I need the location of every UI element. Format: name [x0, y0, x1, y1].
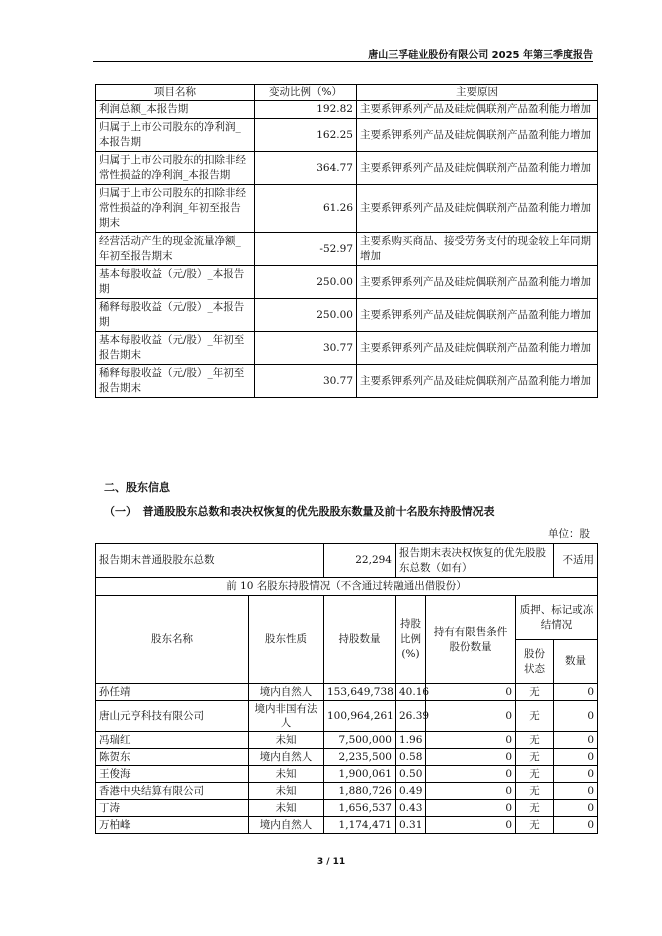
shareholder-row — [96, 684, 598, 701]
col-shareholder-name: 股东名称 — [96, 596, 249, 684]
change-main-reason: 主要系购买商品、接受劳务支付的现金较上年同期增加 — [357, 233, 598, 266]
change-main-reason: 主要系钾系列产品及硅烷偶联剂产品盈利能力增加 — [357, 332, 598, 365]
restricted-shares: 0 — [426, 732, 516, 749]
change-main-reason: 主要系钾系列产品及硅烷偶联剂产品盈利能力增加 — [357, 119, 598, 152]
change-ratio-value: 192.82 — [255, 101, 357, 119]
pledge-status: 无 — [516, 684, 554, 701]
change-main-reason: 主要系钾系列产品及硅烷偶联剂产品盈利能力增加 — [357, 152, 598, 185]
holding-ratio: 26.39 — [396, 701, 426, 732]
column-header-row — [96, 596, 598, 640]
shareholder-nature: 未知 — [249, 800, 324, 817]
pledge-quantity: 0 — [554, 732, 598, 749]
section-subtitle: （一） 普通股股东总数和表决权恢复的优先股股东数量及前十名股东持股情况表 — [104, 505, 495, 518]
holding-ratio: 1.96 — [396, 732, 426, 749]
shareholder-name: 王俊海 — [96, 766, 249, 783]
change-table-header-row — [96, 85, 598, 101]
total-shareholders-label: 报告期末普通股股东总数 — [96, 544, 324, 578]
top10-caption-row — [96, 578, 598, 596]
change-ratio-value: 250.00 — [255, 299, 357, 332]
holding-ratio: 0.50 — [396, 766, 426, 783]
change-ratio-value: 30.77 — [255, 365, 357, 398]
pledge-status: 无 — [516, 701, 554, 732]
col-shares-held: 持股数量 — [324, 596, 396, 684]
change-ratio-value: 364.77 — [255, 152, 357, 185]
header-change-ratio: 变动比例（%） — [255, 85, 357, 101]
change-main-reason: 主要系钾系列产品及硅烷偶联剂产品盈利能力增加 — [357, 365, 598, 398]
pledge-quantity: 0 — [554, 684, 598, 701]
shares-held: 7,500,000 — [324, 732, 396, 749]
restricted-shares: 0 — [426, 766, 516, 783]
change-item-name: 基本每股收益（元/股）_本报告期 — [96, 266, 255, 299]
preferred-shareholders-value: 不适用 — [554, 544, 598, 578]
header-rule — [93, 61, 593, 62]
change-item-name: 归属于上市公司股东的净利润_本报告期 — [96, 119, 255, 152]
pledge-status: 无 — [516, 732, 554, 749]
shareholder-name: 香港中央结算有限公司 — [96, 783, 249, 800]
change-item-name: 经营活动产生的现金流量净额_年初至报告期末 — [96, 233, 255, 266]
restricted-shares: 0 — [426, 749, 516, 766]
shareholder-nature: 未知 — [249, 766, 324, 783]
holding-ratio: 0.43 — [396, 800, 426, 817]
change-ratio-value: 30.77 — [255, 332, 357, 365]
change-item-name: 利润总额_本报告期 — [96, 101, 255, 119]
section-title: 二、股东信息 — [104, 481, 170, 494]
pledge-quantity: 0 — [554, 783, 598, 800]
change-table-row — [96, 185, 598, 233]
pledge-quantity: 0 — [554, 749, 598, 766]
shareholder-table — [95, 543, 598, 834]
col-pledge-status-group: 质押、标记或冻结情况 — [516, 596, 598, 640]
total-shareholders-row — [96, 544, 598, 578]
shareholder-row — [96, 800, 598, 817]
shareholder-name: 冯瑞红 — [96, 732, 249, 749]
change-table-row — [96, 299, 598, 332]
shareholder-row — [96, 783, 598, 800]
shares-held: 1,656,537 — [324, 800, 396, 817]
restricted-shares: 0 — [426, 817, 516, 834]
col-shareholder-nature: 股东性质 — [249, 596, 324, 684]
shareholder-row — [96, 766, 598, 783]
holding-ratio: 0.49 — [396, 783, 426, 800]
change-ratio-value: 162.25 — [255, 119, 357, 152]
change-ratio-value: 250.00 — [255, 266, 357, 299]
change-table-row — [96, 266, 598, 299]
change-table-row — [96, 332, 598, 365]
change-table-row — [96, 119, 598, 152]
shareholder-name: 孙任靖 — [96, 684, 249, 701]
change-main-reason: 主要系钾系列产品及硅烷偶联剂产品盈利能力增加 — [357, 299, 598, 332]
report-header-title: 唐山三孚硅业股份有限公司 2025 年第三季度报告 — [368, 50, 593, 61]
shareholder-name: 丁涛 — [96, 800, 249, 817]
restricted-shares: 0 — [426, 684, 516, 701]
header-main-reason: 主要原因 — [357, 85, 598, 101]
change-ratio-value: 61.26 — [255, 185, 357, 233]
shares-held: 153,649,738 — [324, 684, 396, 701]
shareholder-row — [96, 701, 598, 732]
change-main-reason: 主要系钾系列产品及硅烷偶联剂产品盈利能力增加 — [357, 101, 598, 119]
shareholder-row — [96, 749, 598, 766]
shareholder-nature: 未知 — [249, 732, 324, 749]
shares-held: 1,900,061 — [324, 766, 396, 783]
shares-held: 1,174,471 — [324, 817, 396, 834]
shareholder-name: 陈贺东 — [96, 749, 249, 766]
shareholder-nature: 境内自然人 — [249, 817, 324, 834]
shareholder-nature: 境内非国有法人 — [249, 701, 324, 732]
restricted-shares: 0 — [426, 800, 516, 817]
unit-label: 单位：股 — [548, 528, 590, 540]
change-table-row — [96, 101, 598, 119]
col-pledge-share-status: 股份状态 — [516, 640, 554, 684]
pledge-quantity: 0 — [554, 817, 598, 834]
total-shareholders-value: 22,294 — [324, 544, 396, 578]
header-item-name: 项目名称 — [96, 85, 255, 101]
col-restricted-shares: 持有有限售条件股份数量 — [426, 596, 516, 684]
pledge-status: 无 — [516, 749, 554, 766]
shareholder-row — [96, 817, 598, 834]
col-pledge-quantity: 数量 — [554, 640, 598, 684]
change-main-reason: 主要系钾系列产品及硅烷偶联剂产品盈利能力增加 — [357, 185, 598, 233]
pledge-quantity: 0 — [554, 800, 598, 817]
shares-held: 2,235,500 — [324, 749, 396, 766]
change-item-name: 基本每股收益（元/股）_年初至报告期末 — [96, 332, 255, 365]
change-main-reason: 主要系钾系列产品及硅烷偶联剂产品盈利能力增加 — [357, 266, 598, 299]
change-table-row — [96, 365, 598, 398]
change-item-name: 归属于上市公司股东的扣除非经常性损益的净利润_本报告期 — [96, 152, 255, 185]
shareholder-nature: 境内自然人 — [249, 749, 324, 766]
col-holding-ratio: 持股比例(%) — [396, 596, 426, 684]
restricted-shares: 0 — [426, 783, 516, 800]
shareholder-name: 万柏峰 — [96, 817, 249, 834]
pledge-status: 无 — [516, 800, 554, 817]
holding-ratio: 40.16 — [396, 684, 426, 701]
change-reason-table — [95, 84, 598, 398]
shareholder-nature: 境内自然人 — [249, 684, 324, 701]
change-ratio-value: -52.97 — [255, 233, 357, 266]
shareholder-nature: 未知 — [249, 783, 324, 800]
shareholder-row — [96, 732, 598, 749]
change-item-name: 稀释每股收益（元/股）_本报告期 — [96, 299, 255, 332]
pledge-status: 无 — [516, 783, 554, 800]
change-item-name: 稀释每股收益（元/股）_年初至报告期末 — [96, 365, 255, 398]
pledge-quantity: 0 — [554, 766, 598, 783]
top10-caption: 前 10 名股东持股情况（不含通过转融通出借股份） — [96, 578, 598, 596]
pledge-status: 无 — [516, 766, 554, 783]
shares-held: 100,964,261 — [324, 701, 396, 732]
holding-ratio: 0.58 — [396, 749, 426, 766]
change-table-row — [96, 152, 598, 185]
change-item-name: 归属于上市公司股东的扣除非经常性损益的净利润_年初至报告期末 — [96, 185, 255, 233]
preferred-shareholders-label: 报告期末表决权恢复的优先股股东总数（如有） — [396, 544, 554, 578]
shareholder-name: 唐山元亨科技有限公司 — [96, 701, 249, 732]
pledge-quantity: 0 — [554, 701, 598, 732]
shares-held: 1,880,726 — [324, 783, 396, 800]
change-table-row — [96, 233, 598, 266]
holding-ratio: 0.31 — [396, 817, 426, 834]
pledge-status: 无 — [516, 817, 554, 834]
page-number: 3 / 11 — [316, 857, 346, 867]
restricted-shares: 0 — [426, 701, 516, 732]
